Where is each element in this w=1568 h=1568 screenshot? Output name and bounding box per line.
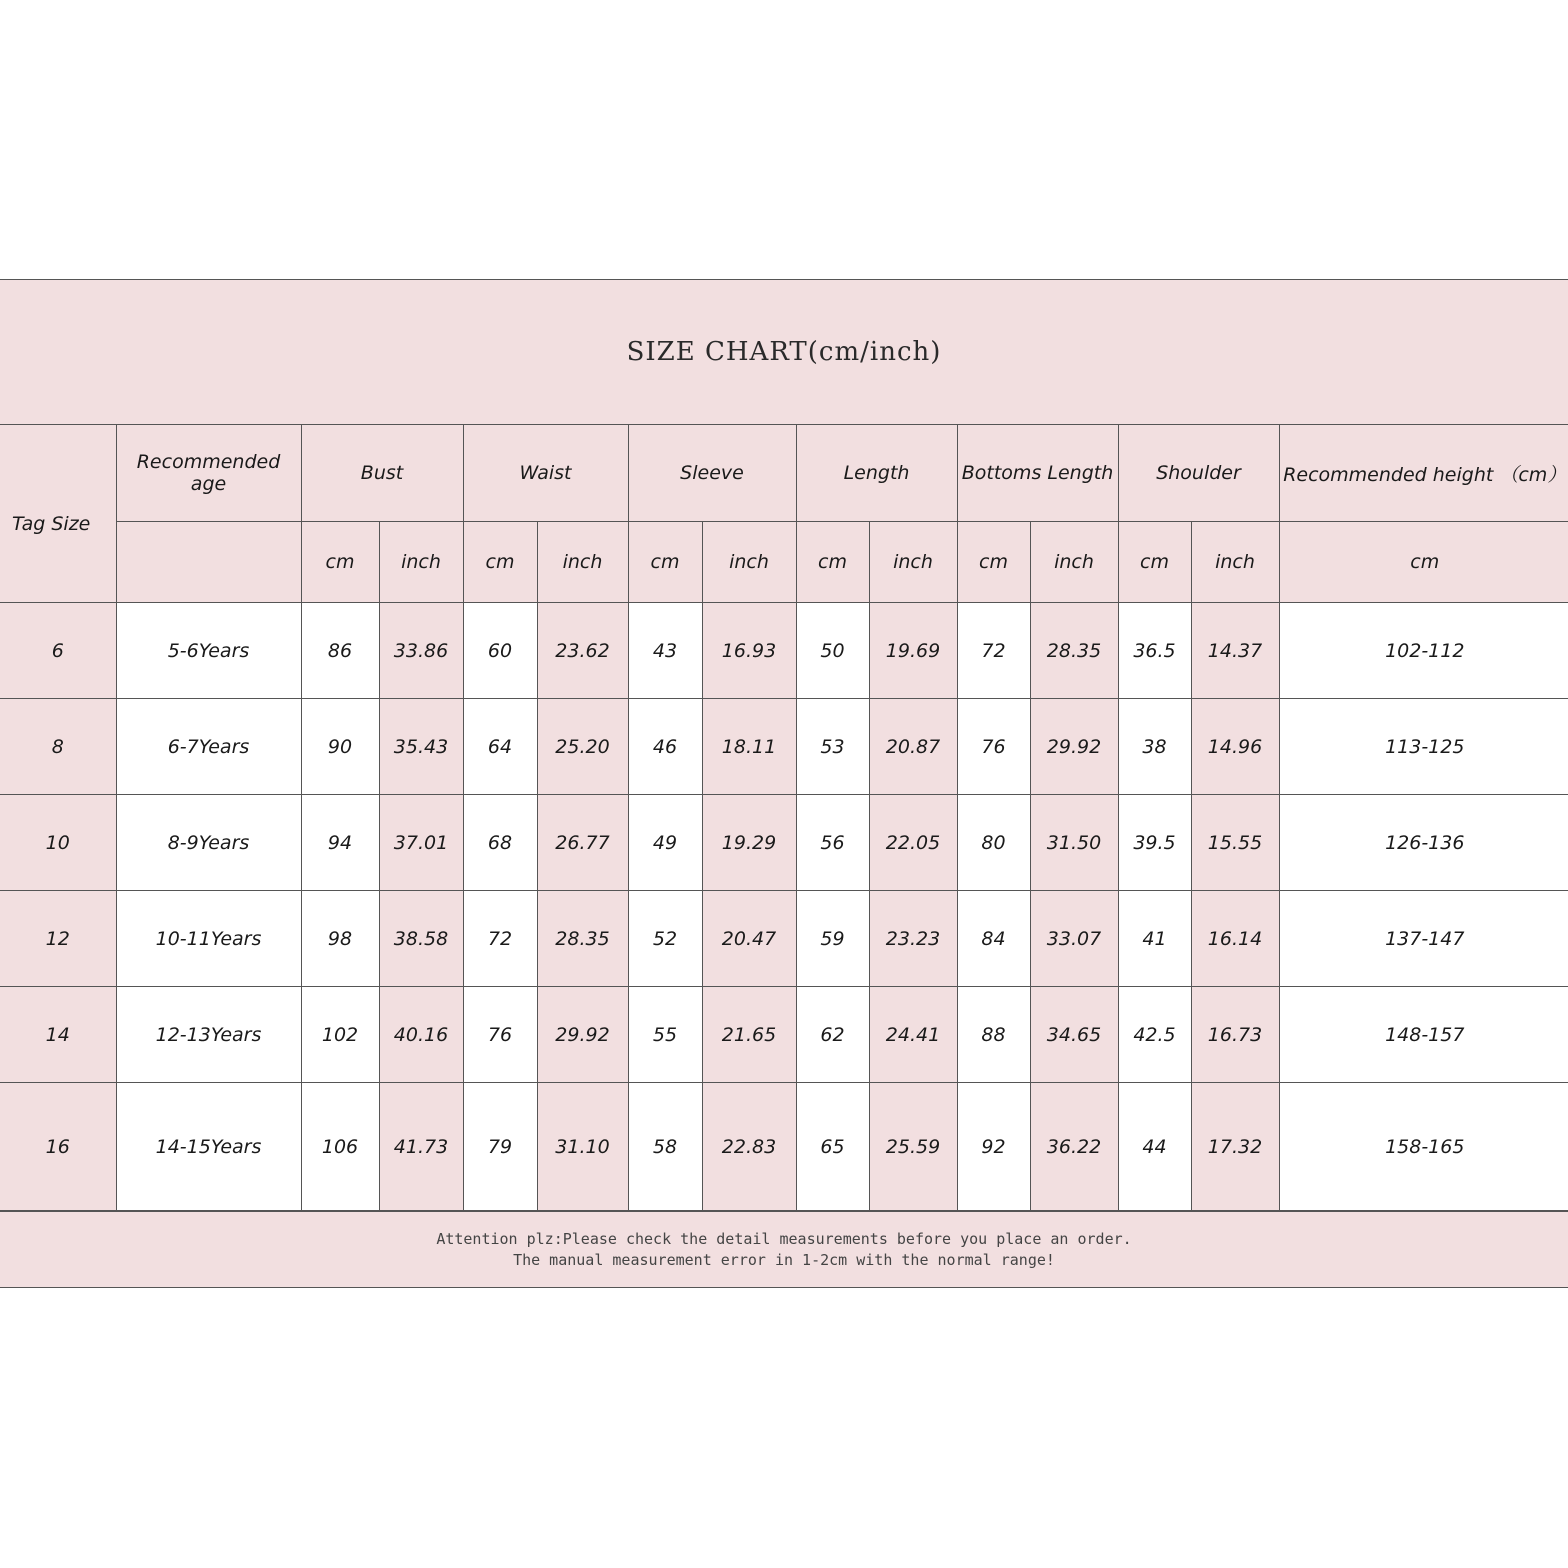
cell-length-cm: 50 <box>796 603 869 699</box>
unit-bust-cm: cm <box>301 522 379 603</box>
cell-bust-inch: 40.16 <box>379 987 463 1083</box>
cell-sleeve-cm: 49 <box>628 795 702 891</box>
header-recommended-age: Recommended age <box>116 425 301 522</box>
unit-bottoms-inch: inch <box>1030 522 1118 603</box>
unit-sleeve-cm: cm <box>628 522 702 603</box>
cell-length-cm: 62 <box>796 987 869 1083</box>
cell-waist-inch: 23.62 <box>537 603 628 699</box>
unit-waist-cm: cm <box>463 522 537 603</box>
cell-bottoms-inch: 34.65 <box>1030 987 1118 1083</box>
cell-bust-cm: 106 <box>301 1083 379 1211</box>
cell-recommended-height: 126-136 <box>1279 795 1568 891</box>
unit-height-cm: cm <box>1279 522 1568 603</box>
header-bust: Bust <box>301 425 463 522</box>
cell-shoulder-cm: 36.5 <box>1118 603 1191 699</box>
cell-length-inch: 25.59 <box>869 1083 957 1211</box>
cell-bottoms-inch: 36.22 <box>1030 1083 1118 1211</box>
cell-length-cm: 56 <box>796 795 869 891</box>
cell-shoulder-inch: 16.73 <box>1191 987 1279 1083</box>
cell-recommended-age: 5-6Years <box>116 603 301 699</box>
cell-shoulder-cm: 44 <box>1118 1083 1191 1211</box>
cell-recommended-age: 12-13Years <box>116 987 301 1083</box>
header-recommended-height: Recommended height （cm） <box>1279 425 1568 522</box>
header-shoulder: Shoulder <box>1118 425 1279 522</box>
table-row <box>0 699 1568 795</box>
table-row <box>0 987 1568 1083</box>
header-bottoms-length: Bottoms Length <box>957 425 1118 522</box>
header-sleeve: Sleeve <box>628 425 796 522</box>
cell-shoulder-cm: 41 <box>1118 891 1191 987</box>
unit-bottoms-cm: cm <box>957 522 1030 603</box>
cell-sleeve-inch: 19.29 <box>702 795 796 891</box>
cell-sleeve-cm: 58 <box>628 1083 702 1211</box>
footer-line-1: Attention plz:Please check the detail measurements before you place an order. <box>436 1229 1132 1248</box>
cell-recommended-age: 14-15Years <box>116 1083 301 1211</box>
cell-bust-cm: 86 <box>301 603 379 699</box>
cell-bottoms-cm: 88 <box>957 987 1030 1083</box>
cell-length-cm: 53 <box>796 699 869 795</box>
table-row <box>0 603 1568 699</box>
cell-waist-inch: 26.77 <box>537 795 628 891</box>
cell-bottoms-inch: 28.35 <box>1030 603 1118 699</box>
cell-sleeve-inch: 21.65 <box>702 987 796 1083</box>
cell-recommended-height: 102-112 <box>1279 603 1568 699</box>
cell-length-inch: 19.69 <box>869 603 957 699</box>
cell-sleeve-inch: 16.93 <box>702 603 796 699</box>
table-row <box>0 891 1568 987</box>
footer-note <box>0 1211 1568 1287</box>
unit-shoulder-inch: inch <box>1191 522 1279 603</box>
cell-recommended-age: 10-11Years <box>116 891 301 987</box>
header-length: Length <box>796 425 957 522</box>
cell-waist-inch: 28.35 <box>537 891 628 987</box>
header-row <box>0 425 1568 522</box>
cell-bust-cm: 102 <box>301 987 379 1083</box>
cell-waist-cm: 72 <box>463 891 537 987</box>
cell-bottoms-cm: 72 <box>957 603 1030 699</box>
unit-length-cm: cm <box>796 522 869 603</box>
cell-length-inch: 23.23 <box>869 891 957 987</box>
unit-row <box>0 522 1568 603</box>
cell-length-inch: 20.87 <box>869 699 957 795</box>
cell-shoulder-inch: 14.37 <box>1191 603 1279 699</box>
cell-waist-cm: 68 <box>463 795 537 891</box>
cell-length-cm: 65 <box>796 1083 869 1211</box>
unit-length-inch: inch <box>869 522 957 603</box>
cell-shoulder-cm: 42.5 <box>1118 987 1191 1083</box>
cell-bust-cm: 94 <box>301 795 379 891</box>
size-chart <box>0 279 1568 1288</box>
cell-sleeve-cm: 55 <box>628 987 702 1083</box>
cell-recommended-height: 137-147 <box>1279 891 1568 987</box>
title-band <box>0 280 1568 425</box>
cell-bottoms-cm: 92 <box>957 1083 1030 1211</box>
cell-bust-cm: 98 <box>301 891 379 987</box>
cell-bottoms-inch: 31.50 <box>1030 795 1118 891</box>
cell-waist-cm: 79 <box>463 1083 537 1211</box>
cell-waist-inch: 29.92 <box>537 987 628 1083</box>
unit-waist-inch: inch <box>537 522 628 603</box>
cell-bust-inch: 38.58 <box>379 891 463 987</box>
cell-tag-size: 16 <box>0 1083 116 1211</box>
header-tag-size: Tag Size <box>0 425 116 603</box>
cell-bottoms-cm: 80 <box>957 795 1030 891</box>
cell-length-cm: 59 <box>796 891 869 987</box>
unit-sleeve-inch: inch <box>702 522 796 603</box>
table-row <box>0 1083 1568 1211</box>
cell-waist-inch: 25.20 <box>537 699 628 795</box>
cell-recommended-height: 148-157 <box>1279 987 1568 1083</box>
cell-length-inch: 22.05 <box>869 795 957 891</box>
cell-waist-cm: 60 <box>463 603 537 699</box>
size-table <box>0 425 1568 1211</box>
cell-sleeve-cm: 52 <box>628 891 702 987</box>
cell-length-inch: 24.41 <box>869 987 957 1083</box>
cell-recommended-height: 113-125 <box>1279 699 1568 795</box>
cell-tag-size: 12 <box>0 891 116 987</box>
unit-age-blank <box>116 522 301 603</box>
cell-bottoms-cm: 84 <box>957 891 1030 987</box>
cell-sleeve-cm: 46 <box>628 699 702 795</box>
cell-tag-size: 14 <box>0 987 116 1083</box>
cell-bust-inch: 33.86 <box>379 603 463 699</box>
cell-shoulder-inch: 15.55 <box>1191 795 1279 891</box>
cell-bust-inch: 41.73 <box>379 1083 463 1211</box>
table-row <box>0 795 1568 891</box>
footer-line-2: The manual measurement error in 1-2cm with the normal range! <box>513 1250 1055 1269</box>
cell-waist-inch: 31.10 <box>537 1083 628 1211</box>
cell-sleeve-inch: 20.47 <box>702 891 796 987</box>
cell-bust-inch: 35.43 <box>379 699 463 795</box>
header-waist: Waist <box>463 425 628 522</box>
cell-shoulder-cm: 39.5 <box>1118 795 1191 891</box>
cell-shoulder-inch: 14.96 <box>1191 699 1279 795</box>
cell-waist-cm: 76 <box>463 987 537 1083</box>
cell-sleeve-inch: 22.83 <box>702 1083 796 1211</box>
cell-shoulder-inch: 17.32 <box>1191 1083 1279 1211</box>
cell-shoulder-inch: 16.14 <box>1191 891 1279 987</box>
chart-title: SIZE CHART(cm/inch) <box>626 337 942 367</box>
cell-bottoms-inch: 29.92 <box>1030 699 1118 795</box>
cell-waist-cm: 64 <box>463 699 537 795</box>
cell-recommended-height: 158-165 <box>1279 1083 1568 1211</box>
cell-sleeve-inch: 18.11 <box>702 699 796 795</box>
cell-bust-cm: 90 <box>301 699 379 795</box>
cell-tag-size: 10 <box>0 795 116 891</box>
cell-recommended-age: 6-7Years <box>116 699 301 795</box>
unit-shoulder-cm: cm <box>1118 522 1191 603</box>
unit-bust-inch: inch <box>379 522 463 603</box>
cell-bottoms-cm: 76 <box>957 699 1030 795</box>
cell-shoulder-cm: 38 <box>1118 699 1191 795</box>
cell-sleeve-cm: 43 <box>628 603 702 699</box>
cell-tag-size: 8 <box>0 699 116 795</box>
cell-bottoms-inch: 33.07 <box>1030 891 1118 987</box>
cell-recommended-age: 8-9Years <box>116 795 301 891</box>
cell-bust-inch: 37.01 <box>379 795 463 891</box>
cell-tag-size: 6 <box>0 603 116 699</box>
